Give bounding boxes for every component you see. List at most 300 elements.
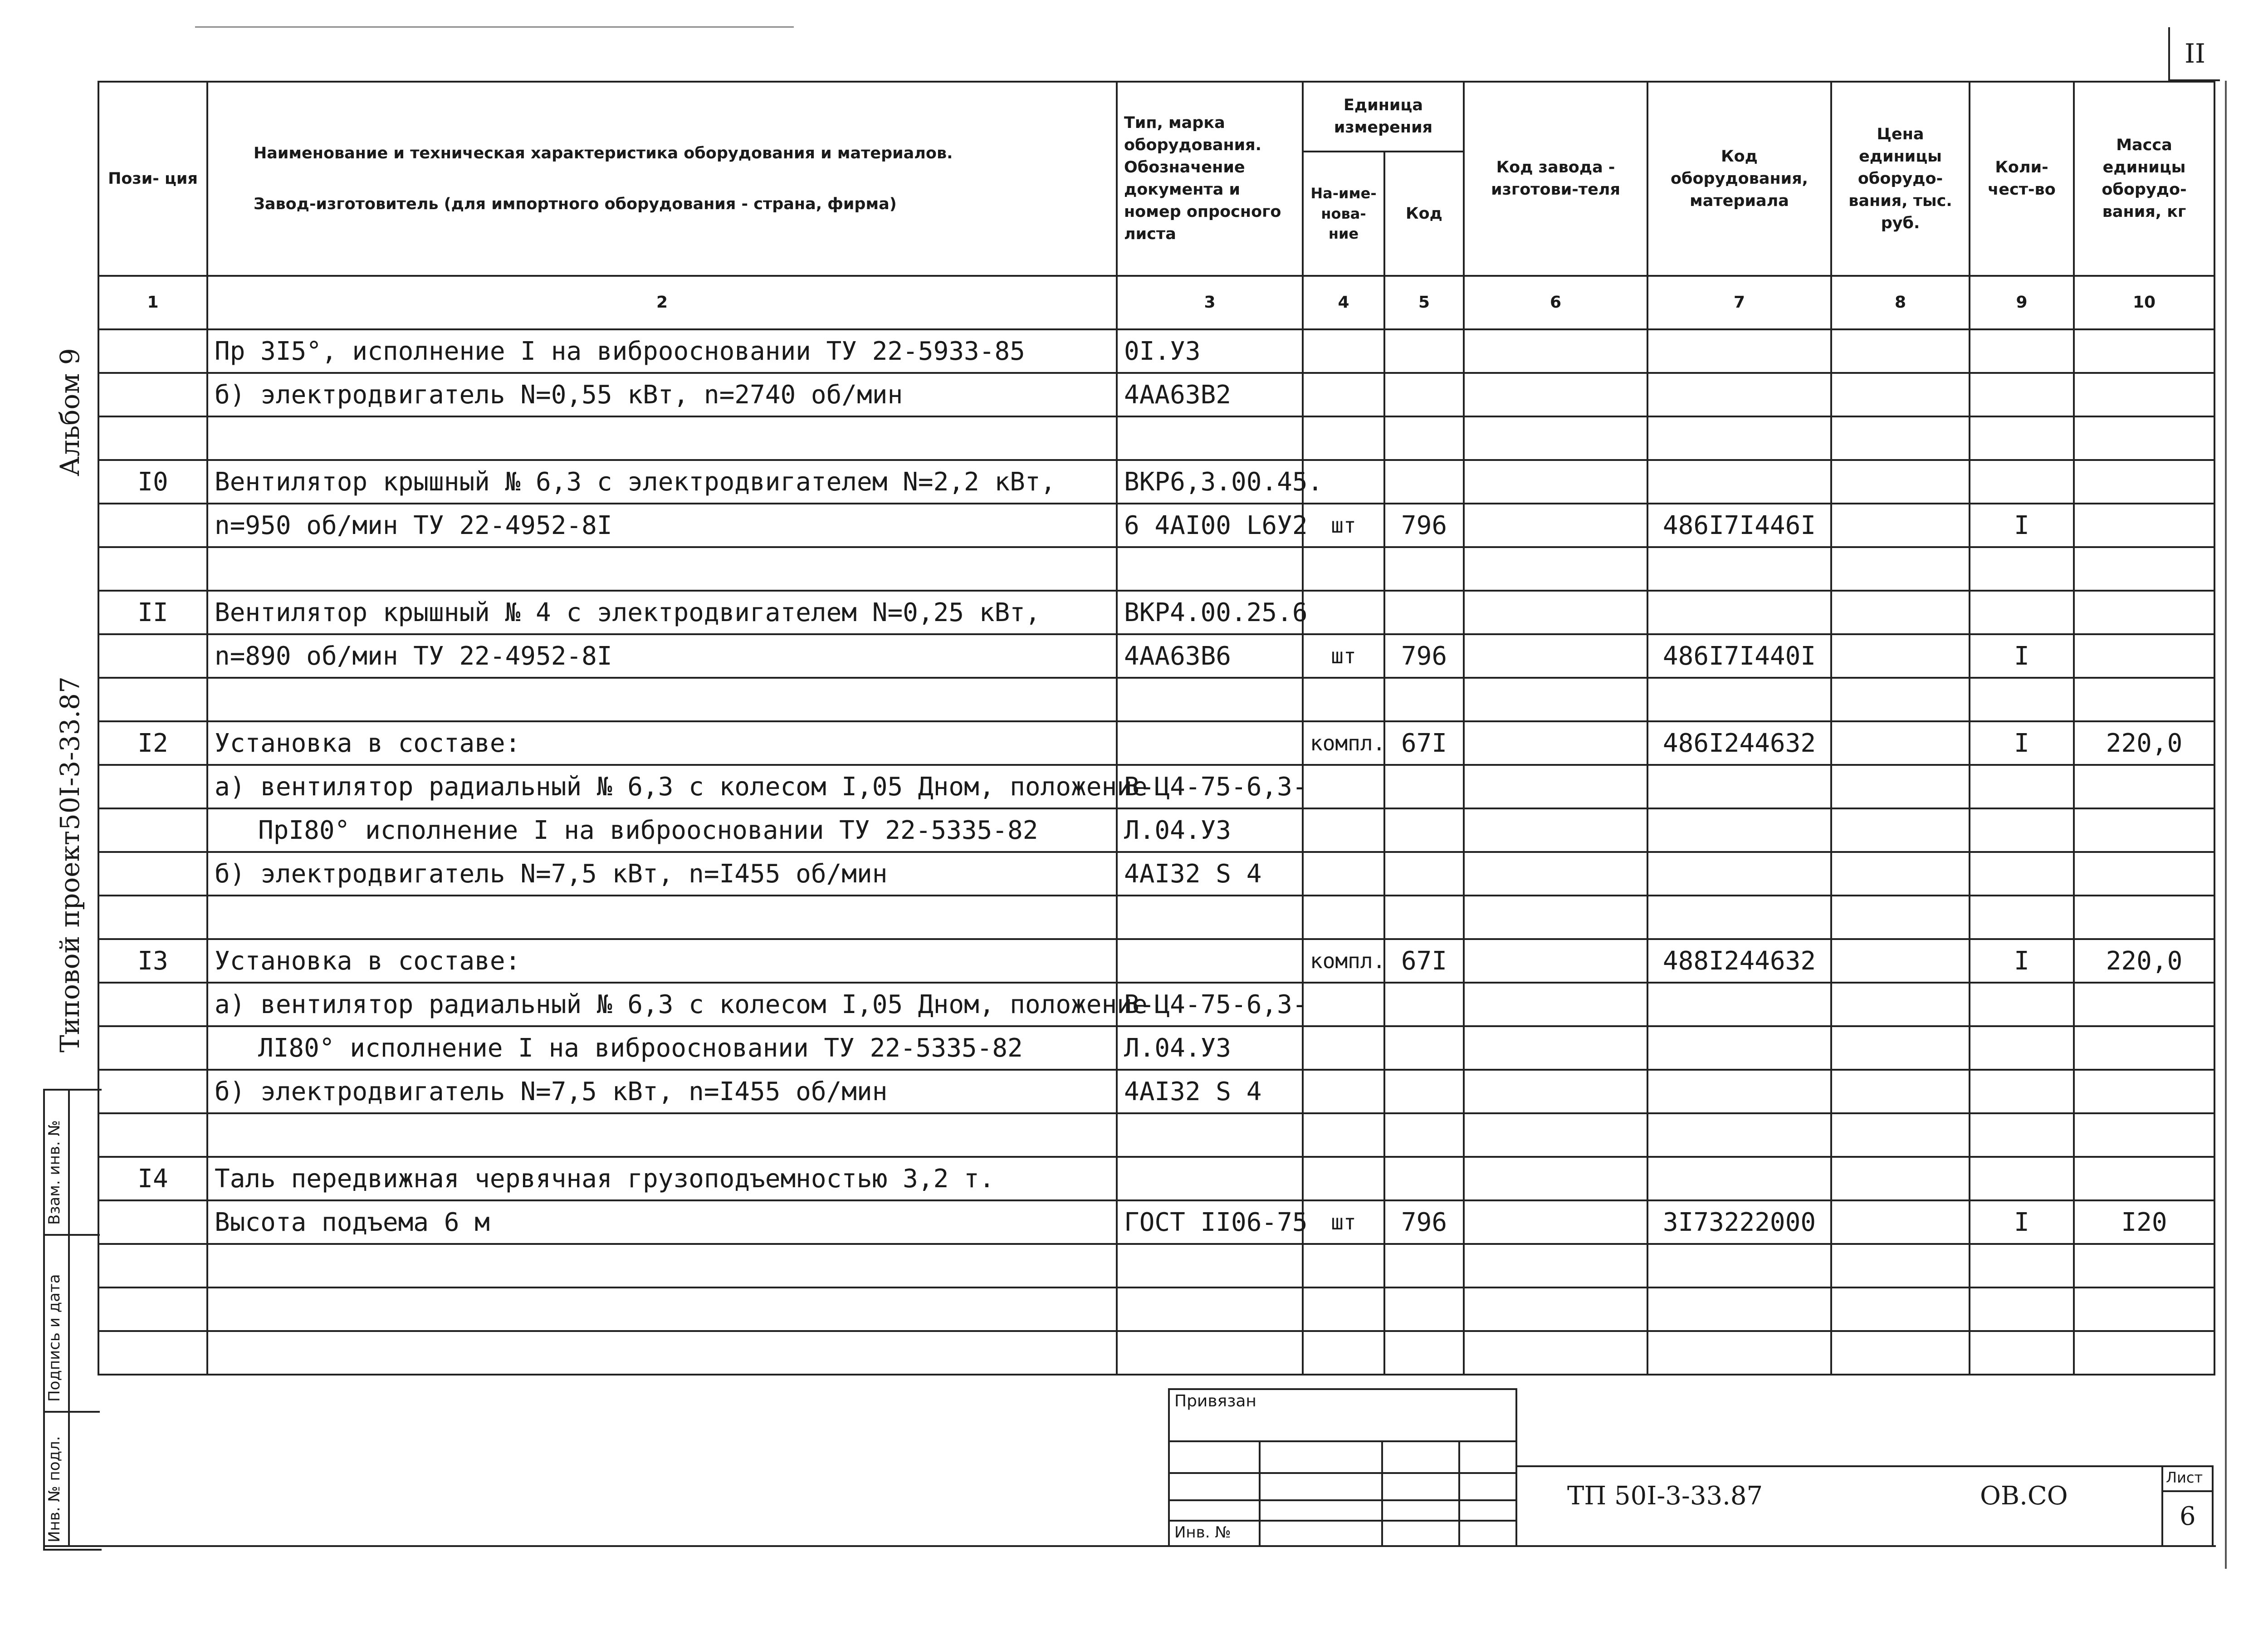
table-cell: а) вентилятор радиальный № 6,3 с колесом I,05 Дном, положение [207,983,1117,1026]
table-cell: В-Ц4-75-6,3- [1117,765,1303,808]
table-cell [1970,896,2074,939]
left-stamp-line [43,1411,100,1413]
title-block [1168,1379,2214,1547]
table-cell: компл. [1303,721,1384,765]
table-cell: ВКР6,3.00.45. [1117,460,1303,504]
table-cell [1117,1244,1303,1287]
col-number: 2 [207,276,1117,329]
table-cell [1117,547,1303,591]
table-cell: 4АI32 S 4 [1117,852,1303,896]
table-cell [1831,1287,1970,1331]
table-cell: 67I [1384,939,1464,983]
table-cell [1384,1070,1464,1113]
table-cell [1384,591,1464,634]
specification-table [98,81,2215,1376]
bound-line [1168,1440,1517,1442]
table-cell [1117,678,1303,721]
table-cell: 486I244632 [1647,721,1831,765]
table-cell [1384,678,1464,721]
table-cell [1647,852,1831,896]
table-cell [1303,547,1384,591]
bound-line [1168,1499,1517,1501]
table-cell [1831,1331,1970,1375]
table-cell: 488I244632 [1647,939,1831,983]
bound-line [1168,1472,1517,1474]
table-cell: I0 [98,460,207,504]
table-cell: I20 [2074,1200,2214,1244]
bound-line [1168,1520,1517,1522]
sheet-box-line [2161,1490,2214,1492]
left-stamp-line [43,1234,100,1236]
table-cell [1464,634,1647,678]
table-row [98,1331,2214,1375]
table-row [98,678,2214,721]
table-cell [98,678,207,721]
table-cell [1647,1157,1831,1200]
table-cell [1831,678,1970,721]
header-unit-name: На-име-нова-ние [1303,152,1384,276]
table-cell: шт [1303,504,1384,547]
table-cell [1384,808,1464,852]
table-cell [1647,1287,1831,1331]
table-cell [1831,547,1970,591]
table-cell: шт [1303,1200,1384,1244]
table-cell: 796 [1384,634,1464,678]
table-cell [1464,1331,1647,1375]
table-row [98,547,2214,591]
table-cell: 220,0 [2074,939,2214,983]
table-cell [1831,939,1970,983]
table-cell: Установка в составе: [207,721,1117,765]
col-number: 10 [2074,276,2214,329]
table-cell [1831,808,1970,852]
table-cell [1464,504,1647,547]
table-cell [1117,416,1303,460]
table-cell [1831,1113,1970,1157]
table-cell [1831,1200,1970,1244]
table-cell [1831,1244,1970,1287]
table-cell [2074,504,2214,547]
table-cell [1464,591,1647,634]
table-cell [1647,547,1831,591]
table-cell: I4 [98,1157,207,1200]
header-price: Цена единицы оборудо-вания, тыс. руб. [1831,82,1970,276]
table-cell [207,896,1117,939]
table-cell [1464,416,1647,460]
table-cell [1970,591,2074,634]
table-row [98,983,2214,1026]
table-cell [1464,721,1647,765]
table-cell [1303,1113,1384,1157]
table-cell [98,634,207,678]
table-cell [207,1113,1117,1157]
table-cell [2074,1331,2214,1375]
table-cell [1384,1157,1464,1200]
table-cell [1970,1287,2074,1331]
table-cell [1303,1070,1384,1113]
table-cell [1831,460,1970,504]
table-cell [1647,1331,1831,1375]
header-name: Наименование и техническая характеристика оборудования и материалов. Завод-изготовитель (для импортного оборудования - страна, фирма) [207,82,1117,276]
table-cell [2074,896,2214,939]
table-cell [1303,1157,1384,1200]
table-cell [1303,1287,1384,1331]
table-cell [1303,678,1384,721]
table-cell: б) электродвигатель N=7,5 кВт, n=I455 об/мин [207,1070,1117,1113]
table-cell: В-Ц4-75-6,3- [1117,983,1303,1026]
table-cell [2074,547,2214,591]
table-cell [1464,983,1647,1026]
table-cell [1384,765,1464,808]
header-position: Пози- ция [98,82,207,276]
table-row [98,1113,2214,1157]
table-cell [2074,591,2214,634]
table-cell: 220,0 [2074,721,2214,765]
table-cell [1970,765,2074,808]
table-row [98,939,2214,983]
table-cell [1831,852,1970,896]
table-cell [98,765,207,808]
table-cell [2074,416,2214,460]
table-cell [2074,852,2214,896]
table-cell [1970,1026,2074,1070]
table-cell [207,416,1117,460]
table-cell: I [1970,939,2074,983]
table-cell [207,1287,1117,1331]
table-cell [1647,808,1831,852]
table-cell [1384,1331,1464,1375]
table-cell [1464,678,1647,721]
table-row [98,1244,2214,1287]
table-cell: 4АА63В6 [1117,634,1303,678]
table-cell [1464,547,1647,591]
table-cell [1647,416,1831,460]
table-cell: Вентилятор крышный № 4 с электродвигателем N=0,25 кВт, [207,591,1117,634]
table-cell: I [1970,634,2074,678]
table-cell [1464,1113,1647,1157]
table-cell [2074,765,2214,808]
table-cell [1464,808,1647,852]
table-row [98,591,2214,634]
table-cell [1384,1287,1464,1331]
table-row [98,721,2214,765]
table-cell [98,983,207,1026]
table-cell [1970,1157,2074,1200]
table-cell: 486I7I446I [1647,504,1831,547]
table-cell: компл. [1303,939,1384,983]
table-cell [98,1070,207,1113]
table-cell: Таль передвижная червячная грузоподъемностью 3,2 т. [207,1157,1117,1200]
table-cell [1464,896,1647,939]
col-number: 9 [1970,276,2074,329]
table-row [98,896,2214,939]
table-cell [1647,1026,1831,1070]
table-cell [1117,1157,1303,1200]
title-top-line [1517,1465,2214,1467]
table-cell [1970,678,2074,721]
table-row [98,1070,2214,1113]
table-cell [1970,1070,2074,1113]
table-cell [1117,1113,1303,1157]
table-cell [1831,1157,1970,1200]
table-cell [1831,983,1970,1026]
table-cell [1831,896,1970,939]
table-cell: 796 [1384,1200,1464,1244]
table-cell [1384,460,1464,504]
col-number: 7 [1647,276,1831,329]
table-cell [1117,896,1303,939]
table-row [98,765,2214,808]
table-cell [1970,547,2074,591]
table-row [98,1287,2214,1331]
table-cell [98,416,207,460]
table-row [98,808,2214,852]
table-cell: 4АI32 S 4 [1117,1070,1303,1113]
table-cell [1303,373,1384,416]
sheet-label: Лист [2166,1469,2203,1486]
table-cell [1303,896,1384,939]
table-cell [98,1026,207,1070]
project-type-label: Типовой проект [54,831,85,1052]
table-cell: ПрI80° исполнение I на виброосновании ТУ 22-5335-82 [207,808,1117,852]
table-cell: 796 [1384,504,1464,547]
sheet-corner-number: II [2168,27,2220,81]
table-cell: n=950 об/мин ТУ 22-4952-8I [207,504,1117,547]
table-cell [1647,678,1831,721]
table-cell [1647,373,1831,416]
bound-divider [1381,1440,1383,1547]
table-cell [1464,1200,1647,1244]
bound-divider [1259,1440,1261,1547]
sheet-number: 6 [2180,1502,2196,1531]
header-type: Тип, марка оборудования. Обозначение документа и номер опросного листа [1117,82,1303,276]
table-cell [1303,329,1384,373]
stamp-field-inventory: Инв. № подл. [45,1436,64,1542]
table-cell [2074,329,2214,373]
table-cell [2074,1157,2214,1200]
table-cell [1970,460,2074,504]
table-cell [1384,1244,1464,1287]
table-cell: I [1970,1200,2074,1244]
table-cell: Установка в составе: [207,939,1117,983]
table-cell [2074,1026,2214,1070]
specification-body [98,329,2214,1375]
table-cell [1970,852,2074,896]
right-scan-line [2225,81,2227,1569]
table-cell [98,1287,207,1331]
table-cell: 4АА63В2 [1117,373,1303,416]
table-cell [2074,983,2214,1026]
table-cell [1303,852,1384,896]
table-cell: Высота подъема 6 м [207,1200,1117,1244]
table-cell: 6 4АI00 L6У2 [1117,504,1303,547]
header-maker-code: Код завода - изготови-теля [1464,82,1647,276]
table-cell [1464,765,1647,808]
table-cell [1970,983,2074,1026]
table-cell [1303,765,1384,808]
table-cell [98,547,207,591]
table-cell [1647,896,1831,939]
table-cell: шт [1303,634,1384,678]
table-cell: Пр 3I5°, исполнение I на виброосновании ТУ 22-5933-85 [207,329,1117,373]
stamp-field-replace: Взам. инв. № [45,1120,64,1225]
table-cell: 67I [1384,721,1464,765]
table-cell [1117,939,1303,983]
table-cell [207,547,1117,591]
table-cell [1303,808,1384,852]
table-cell: I [1970,504,2074,547]
table-row [98,1026,2214,1070]
table-cell [1831,504,1970,547]
col-number: 6 [1464,276,1647,329]
table-row [98,329,2214,373]
table-cell [1384,1113,1464,1157]
table-row [98,373,2214,416]
table-cell: Л.04.У3 [1117,1026,1303,1070]
table-cell [207,1244,1117,1287]
table-cell: Л.04.У3 [1117,808,1303,852]
table-cell [2074,808,2214,852]
table-row [98,852,2214,896]
table-cell [1117,1287,1303,1331]
table-cell [98,808,207,852]
table-cell [1970,1244,2074,1287]
table-cell: ВКР4.00.25.6 [1117,591,1303,634]
table-cell [1831,329,1970,373]
table-cell [1647,460,1831,504]
table-cell [1647,1070,1831,1113]
table-cell [1831,373,1970,416]
table-cell [207,1331,1117,1375]
table-row [98,416,2214,460]
table-row [98,460,2214,504]
col-number: 8 [1831,276,1970,329]
table-row [98,504,2214,547]
header-equipment-code: Код оборудования, материала [1647,82,1831,276]
table-cell: б) электродвигатель N=7,5 кВт, n=I455 об/мин [207,852,1117,896]
table-cell [1647,1244,1831,1287]
table-cell [98,1200,207,1244]
table-cell [2074,1287,2214,1331]
top-scan-line [195,26,794,28]
table-cell [1831,416,1970,460]
table-cell [1464,1244,1647,1287]
table-cell [1384,329,1464,373]
table-cell [1464,373,1647,416]
table-row [98,1157,2214,1200]
table-cell [1303,983,1384,1026]
table-cell [98,504,207,547]
table-cell: б) электродвигатель N=0,55 кВт, n=2740 об/мин [207,373,1117,416]
table-cell [1384,896,1464,939]
table-cell: I3 [98,939,207,983]
table-cell [1647,765,1831,808]
table-cell [1384,547,1464,591]
table-cell [1384,373,1464,416]
table-cell [1831,721,1970,765]
table-cell: Вентилятор крышный № 6,3 с электродвигателем N=2,2 кВт, [207,460,1117,504]
table-cell [1384,416,1464,460]
table-cell [98,373,207,416]
table-cell [1117,721,1303,765]
table-cell: II [98,591,207,634]
table-cell [1303,416,1384,460]
header-quantity: Коли-чест-во [1970,82,2074,276]
col-number: 5 [1384,276,1464,329]
table-cell [1384,852,1464,896]
table-cell [1970,329,2074,373]
bound-divider [1458,1440,1460,1547]
table-cell [1464,1157,1647,1200]
table-cell [1970,373,2074,416]
col-number: 1 [98,276,207,329]
table-cell [98,852,207,896]
table-cell [1464,939,1647,983]
header-unit: Единица измерения [1303,82,1464,152]
table-cell [1647,329,1831,373]
table-cell [98,1244,207,1287]
table-cell [1831,1026,1970,1070]
table-cell [1647,1113,1831,1157]
table-cell [1970,416,2074,460]
left-stamp-divider [68,1089,70,1547]
table-cell [98,329,207,373]
album-label: Альбом 9 [54,348,85,476]
table-cell [2074,678,2214,721]
table-cell [1464,329,1647,373]
table-cell [2074,460,2214,504]
table-cell [1303,1244,1384,1287]
table-cell [1831,591,1970,634]
table-cell [1384,1026,1464,1070]
table-cell [1970,1331,2074,1375]
table-cell [1831,1070,1970,1113]
sheet-code: ОВ.СО [1980,1481,2068,1511]
table-cell [1464,1287,1647,1331]
table-cell [1303,591,1384,634]
document-code: ТП 50I-3-33.87 [1567,1481,1763,1511]
table-cell [207,678,1117,721]
table-cell [1117,1331,1303,1375]
frame-bottom-line [43,1545,2216,1547]
table-row [98,1200,2214,1244]
table-cell [1970,808,2074,852]
table-cell [2074,1244,2214,1287]
inv-label: Инв. № [1174,1523,1231,1542]
table-cell: n=890 об/мин ТУ 22-4952-8I [207,634,1117,678]
table-cell [2074,373,2214,416]
table-cell [1303,1331,1384,1375]
table-cell [1464,460,1647,504]
table-cell [1831,634,1970,678]
table-cell: а) вентилятор радиальный № 6,3 с колесом I,05 Дном, положение [207,765,1117,808]
header-mass: Масса единицы оборудо-вания, кг [2074,82,2214,276]
table-cell: 0I.У3 [1117,329,1303,373]
stamp-field-signature: Подпись и дата [45,1274,64,1402]
table-cell [1647,983,1831,1026]
table-cell [1384,983,1464,1026]
table-cell: ЛI80° исполнение I на виброосновании ТУ 22-5335-82 [207,1026,1117,1070]
table-cell [2074,1070,2214,1113]
table-cell: I2 [98,721,207,765]
table-cell: ГОСТ II06-75 [1117,1200,1303,1244]
table-cell [1831,765,1970,808]
col-number: 3 [1117,276,1303,329]
table-cell: I [1970,721,2074,765]
bound-label: Привязан [1174,1392,1256,1410]
table-cell [1464,1070,1647,1113]
table-cell [1464,852,1647,896]
